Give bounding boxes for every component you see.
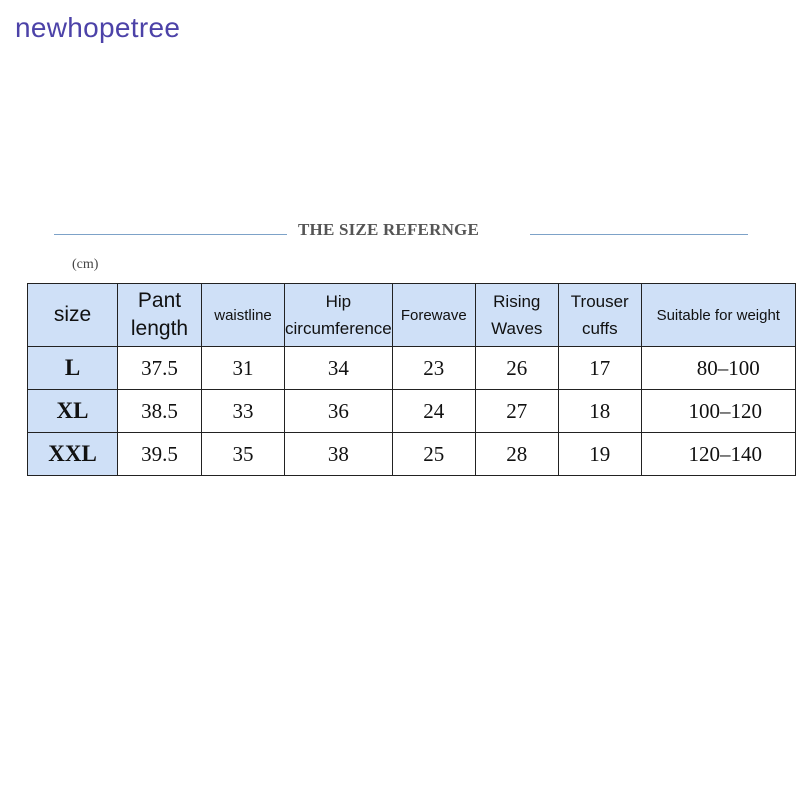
cell-waistline: 31 [202,347,285,390]
cell-forewave: 25 [392,433,475,476]
cell-waistline: 35 [202,433,285,476]
cell-weight: 80–100 [641,347,795,390]
cell-forewave: 23 [392,347,475,390]
cell-pant-length: 37.5 [118,347,202,390]
size-chart-table [27,283,796,476]
header-rising-waves: Rising Waves [475,284,558,347]
header-trouser-cuffs: Trouser cuffs [558,284,641,347]
header-size: size [28,284,118,347]
cell-trouser-cuffs: 17 [558,347,641,390]
header-forewave: Forewave [392,284,475,347]
title-rule-right [530,234,748,235]
cell-rising-waves: 26 [475,347,558,390]
cell-trouser-cuffs: 18 [558,390,641,433]
size-label: L [28,347,118,390]
table-header-row [28,284,796,347]
unit-label: (cm) [72,257,99,272]
title-rule-left [54,234,287,235]
table-row [28,347,796,390]
cell-pant-length: 39.5 [118,433,202,476]
cell-hip: 38 [285,433,393,476]
header-waistline: waistline [202,284,285,347]
cell-weight: 120–140 [641,433,795,476]
size-label: XXL [28,433,118,476]
header-pant-length: Pant length [118,284,202,347]
cell-waistline: 33 [202,390,285,433]
cell-hip: 34 [285,347,393,390]
cell-weight: 100–120 [641,390,795,433]
cell-hip: 36 [285,390,393,433]
size-label: XL [28,390,118,433]
watermark-text: newhopetree [15,12,181,43]
header-hip-circumference: Hip circumference [285,284,393,347]
cell-rising-waves: 27 [475,390,558,433]
cell-forewave: 24 [392,390,475,433]
cell-trouser-cuffs: 19 [558,433,641,476]
table-row [28,390,796,433]
size-reference-title-row [54,218,748,248]
header-suitable-weight: Suitable for weight [641,284,795,347]
cell-pant-length: 38.5 [118,390,202,433]
table-row [28,433,796,476]
cell-rising-waves: 28 [475,433,558,476]
size-reference-title: THE SIZE REFERNGE [298,220,480,239]
